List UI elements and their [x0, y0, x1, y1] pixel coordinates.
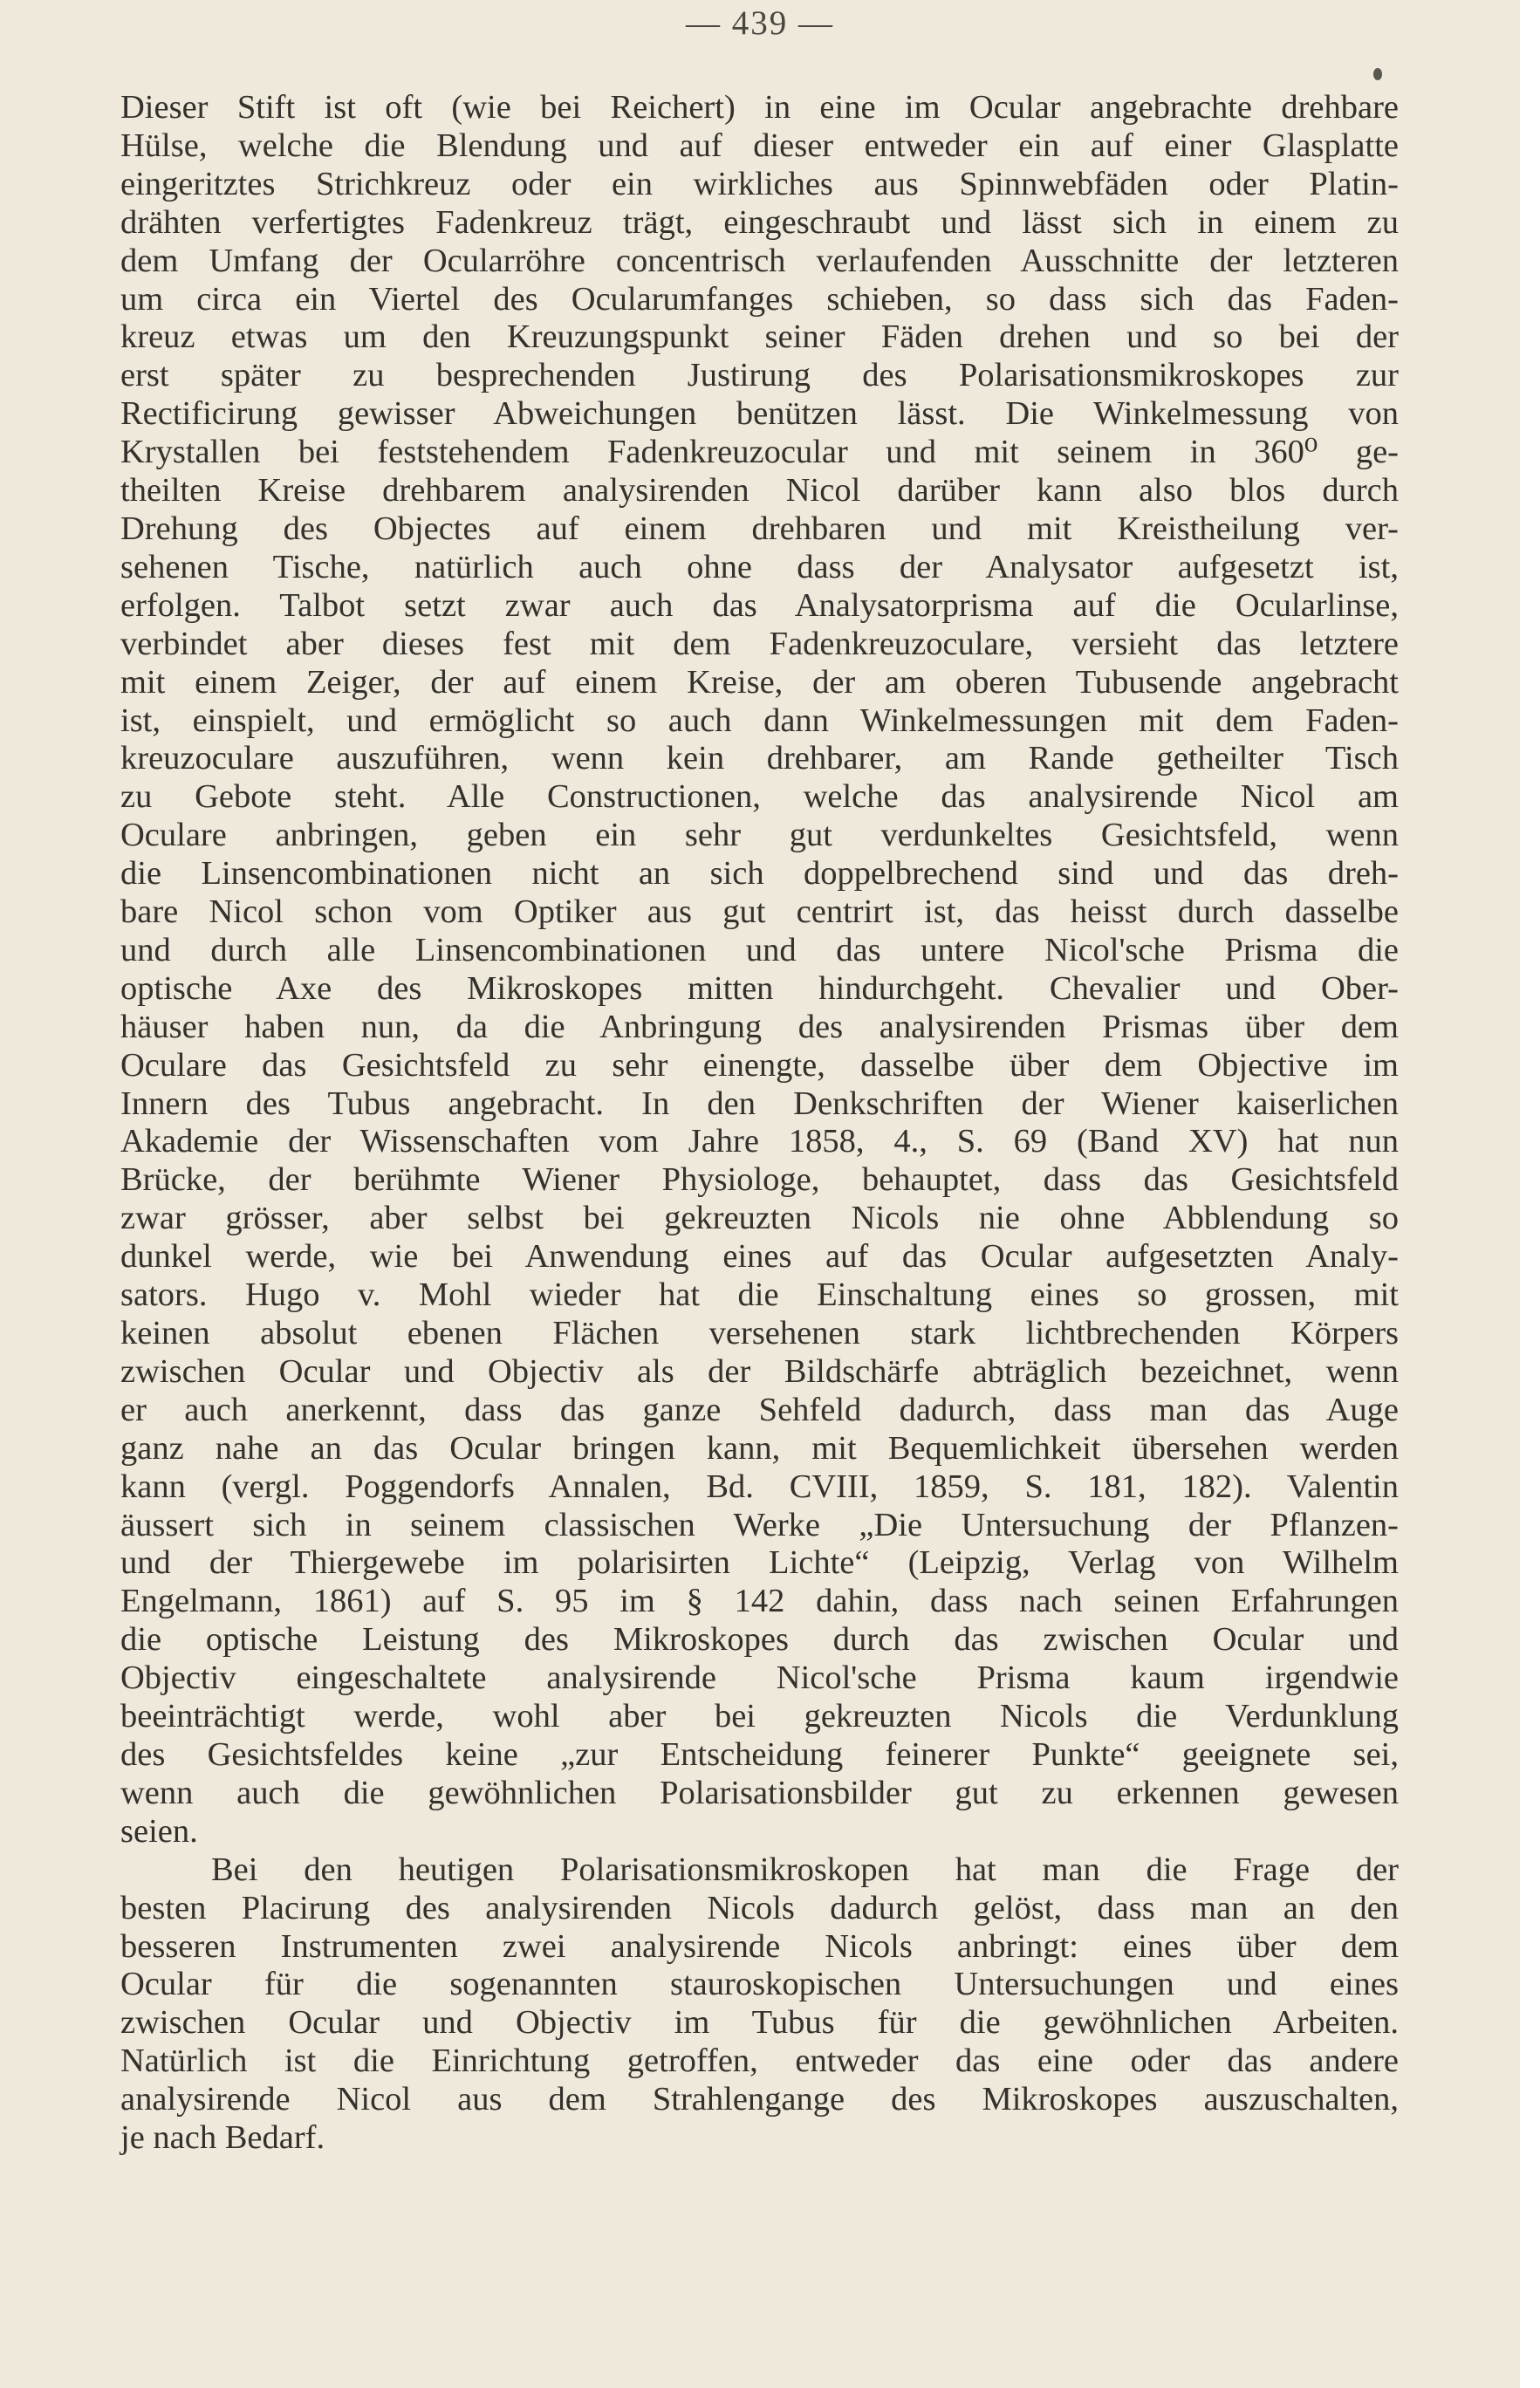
text-line: Drehung des Objectes auf einem drehbaren und mit Kreistheilung ver-	[120, 510, 1399, 547]
paragraph	[120, 1851, 1399, 2158]
text-line: er auch anerkennt, dass das ganze Sehfeld dadurch, dass man das Auge	[120, 1391, 1399, 1428]
text-line: ist, einspielt, und ermöglicht so auch dann Winkelmessungen mit dem Faden-	[120, 701, 1399, 739]
text-line: Brücke, der berühmte Wiener Physiologe, behauptet, dass das Gesichtsfeld	[120, 1161, 1399, 1199]
text-line: und durch alle Linsencombinationen und das untere Nicol'sche Prisma die	[120, 931, 1399, 968]
text-line: verbindet aber dieses fest mit dem Fadenkreuzoculare, versieht das letztere	[120, 625, 1399, 662]
text-line: kreuzoculare auszuführen, wenn kein drehbarer, am Rande getheilter Tisch	[120, 740, 1399, 777]
text-line: häuser haben nun, da die Anbringung des analysirenden Prismas über dem	[120, 1008, 1399, 1045]
text-line: zwar grösser, aber selbst bei gekreuzten Nicols nie ohne Abblendung so	[120, 1200, 1399, 1237]
text-line: kann (vergl. Poggendorfs Annalen, Bd. CVIII, 1859, S. 181, 182). Valentin	[120, 1468, 1399, 1505]
text-line: Krystallen bei feststehendem Fadenkreuzocular und mit seinem in 360⁰ ge-	[120, 434, 1399, 471]
text-line: mit einem Zeiger, der auf einem Kreise, der am oberen Tubusende angebracht	[120, 663, 1399, 701]
text-line: optische Axe des Mikroskopes mitten hindurchgeht. Chevalier und Ober-	[120, 969, 1399, 1007]
text-line: eingeritztes Strichkreuz oder ein wirkliches aus Spinnwebfäden oder Platin-	[120, 165, 1399, 202]
text-line: theilten Kreise drehbarem analysirenden Nicol darüber kann also blos durch	[120, 472, 1399, 510]
text-line: je nach Bedarf.	[120, 2119, 325, 2157]
text-line: besseren Instrumenten zwei analysirende Nicols anbringt: eines über dem	[120, 1927, 1399, 1965]
text-line: äussert sich in seinem classischen Werke „Die Untersuchung der Pflanzen-	[120, 1506, 1399, 1543]
text-line: Natürlich ist die Einrichtung getroffen, entweder das eine oder das andere	[120, 2042, 1399, 2080]
text-line: sators. Hugo v. Mohl wieder hat die Einschaltung eines so grossen, mit	[120, 1276, 1399, 1314]
text-line: ganz nahe an das Ocular bringen kann, mit Bequemlichkeit übersehen werden	[120, 1429, 1399, 1467]
scan-margin	[1520, 0, 1540, 2388]
body-text	[120, 89, 1399, 2158]
text-line: analysirende Nicol aus dem Strahlengange des Mikroskopes auszuschalten,	[120, 2081, 1399, 2118]
text-line: Objectiv eingeschaltete analysirende Nicol'sche Prisma kaum irgendwie	[120, 1659, 1399, 1697]
text-line: Oculare das Gesichtsfeld zu sehr einengte, dasselbe über dem Objective im	[120, 1046, 1399, 1084]
text-line: erfolgen. Talbot setzt zwar auch das Analysatorprisma auf die Ocularlinse,	[120, 586, 1399, 624]
text-line: drähten verfertigtes Fadenkreuz trägt, eingeschraubt und lässt sich in einem zu	[120, 203, 1399, 241]
text-line: um circa ein Viertel des Ocularumfanges schieben, so dass sich das Faden-	[120, 280, 1399, 318]
text-line: Akademie der Wissenschaften vom Jahre 1858, 4., S. 69 (Band XV) hat nun	[120, 1123, 1399, 1160]
text-line: die Linsencombinationen nicht an sich doppelbrechend sind und das dreh-	[120, 855, 1399, 893]
text-line: dunkel werde, wie bei Anwendung eines auf das Ocular aufgesetzten Analy-	[120, 1238, 1399, 1276]
page-number: — 439 —	[686, 4, 834, 42]
text-line: Ocular für die sogenannten stauroskopischen Untersuchungen und eines	[120, 1966, 1399, 2003]
text-line: zwischen Ocular und Objectiv im Tubus für die gewöhnlichen Arbeiten.	[120, 2004, 1399, 2042]
text-line: Hülse, welche die Blendung und auf dieser entweder ein auf einer Glasplatte	[120, 127, 1399, 164]
text-line: Innern des Tubus angebracht. In den Denkschriften der Wiener kaiserlichen	[120, 1085, 1399, 1122]
text-line: Rectificirung gewisser Abweichungen benützen lässt. Die Winkelmessung von	[120, 395, 1399, 433]
text-line: Engelmann, 1861) auf S. 95 im § 142 dahin, dass nach seinen Erfahrungen	[120, 1583, 1399, 1620]
text-line: des Gesichtsfeldes keine „zur Entscheidung feinerer Punkte“ geeignete sei,	[120, 1735, 1399, 1773]
paragraph	[120, 89, 1399, 1851]
text-line: besten Placirung des analysirenden Nicols dadurch gelöst, dass man an den	[120, 1889, 1399, 1926]
text-line: beeinträchtigt werde, wohl aber bei gekreuzten Nicols die Verdunklung	[120, 1698, 1399, 1735]
text-line: seien.	[120, 1812, 198, 1850]
text-line: die optische Leistung des Mikroskopes durch das zwischen Ocular und	[120, 1621, 1399, 1659]
text-line: erst später zu besprechenden Justirung des Polarisationsmikroskopes zur	[120, 357, 1399, 394]
text-line: zu Gebote steht. Alle Constructionen, welche das analysirende Nicol am	[120, 778, 1399, 816]
text-line: bare Nicol schon vom Optiker aus gut centrirt ist, das heisst durch dasselbe	[120, 893, 1399, 931]
text-line: Oculare anbringen, geben ein sehr gut verdunkeltes Gesichtsfeld, wenn	[120, 817, 1399, 854]
text-line: sehenen Tische, natürlich auch ohne dass der Analysator aufgesetzt ist,	[120, 548, 1399, 585]
text-line: kreuz etwas um den Kreuzungspunkt seiner Fäden drehen und so bei der	[120, 318, 1399, 356]
text-line: keinen absolut ebenen Flächen versehenen stark lichtbrechenden Körpers	[120, 1315, 1399, 1351]
text-line: wenn auch die gewöhnlichen Polarisationsbilder gut zu erkennen gewesen	[120, 1774, 1399, 1811]
text-line: dem Umfang der Ocularröhre concentrisch verlaufenden Ausschnitte der letzteren	[120, 242, 1399, 279]
text-line: Bei den heutigen Polarisationsmikroskopen hat man die Frage der	[211, 1851, 1399, 1888]
text-line: und der Thiergewebe im polarisirten Lichte“ (Leipzig, Verlag von Wilhelm	[120, 1544, 1399, 1582]
text-line: Dieser Stift ist oft (wie bei Reichert) in eine im Ocular angebrachte drehbare	[120, 89, 1399, 126]
text-line: zwischen Ocular und Objectiv als der Bildschärfe abträglich bezeichnet, wenn	[120, 1352, 1399, 1390]
ink-speck-mark	[1373, 68, 1382, 80]
